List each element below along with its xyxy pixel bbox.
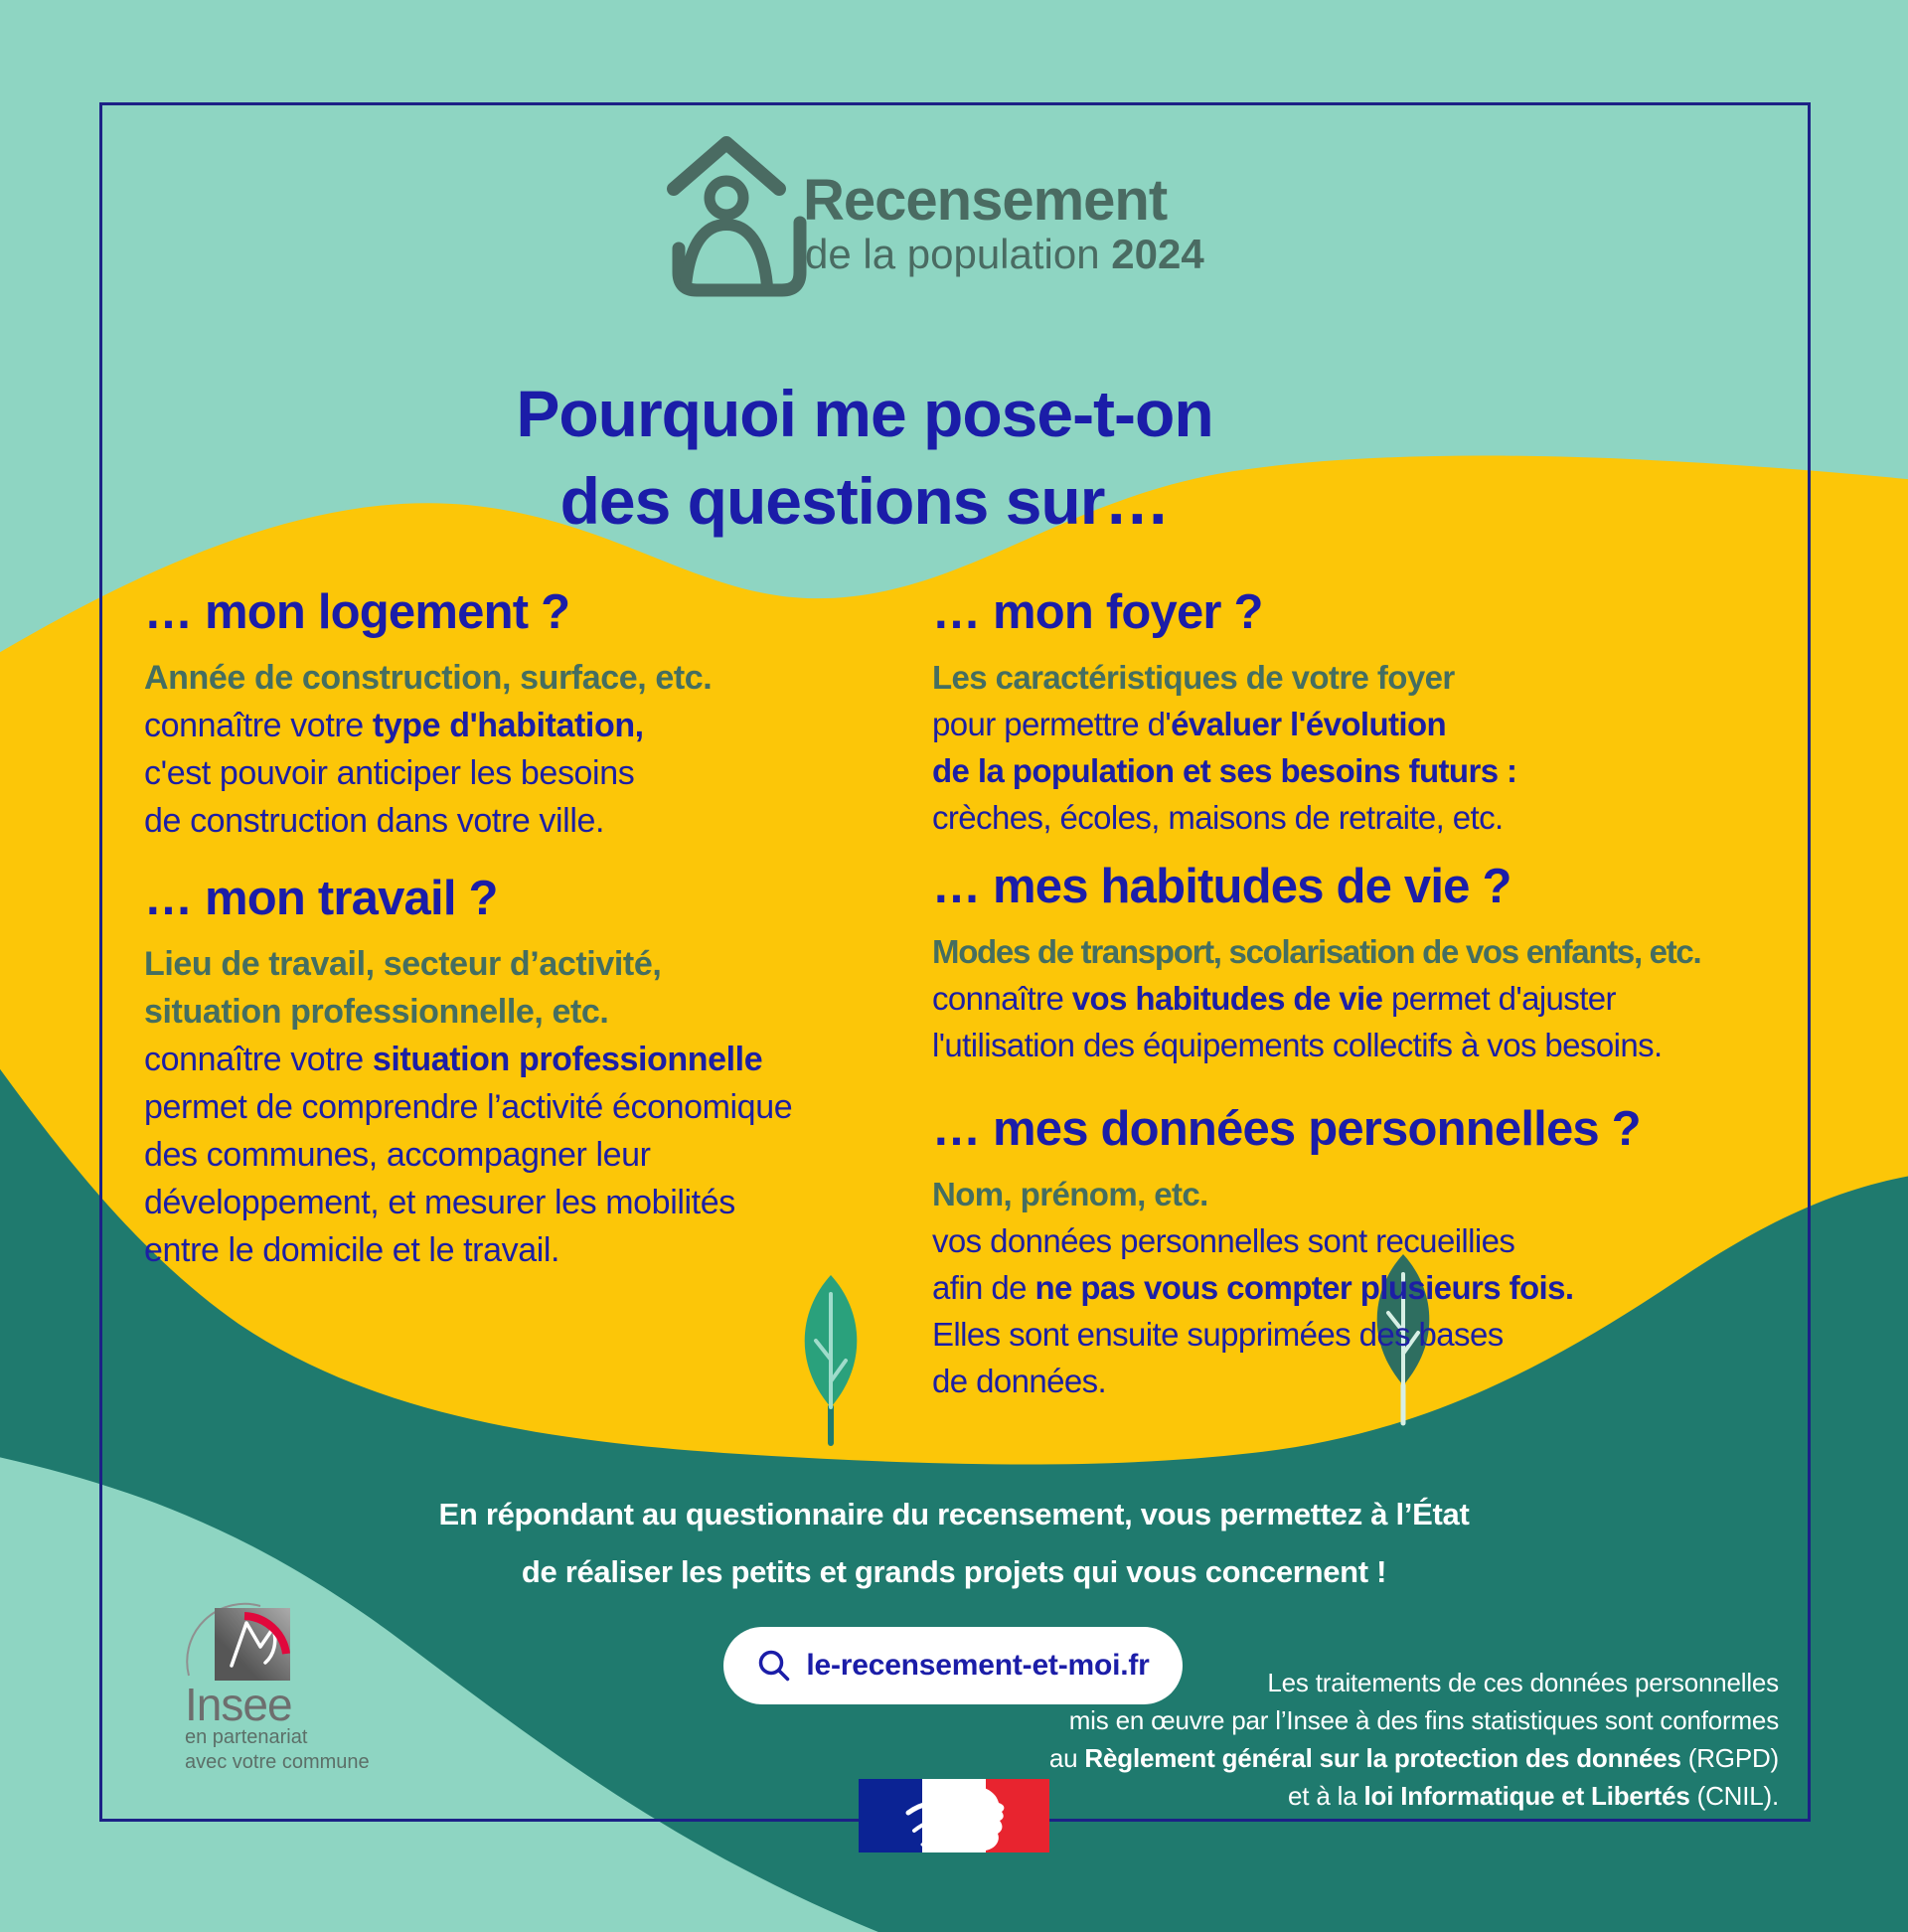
insee-partnership-text (185, 1725, 370, 1775)
search-url: le-recensement-et-moi.fr (806, 1649, 1150, 1682)
house-person-icon (626, 127, 815, 301)
brand-subtitle (805, 231, 1204, 278)
text-line: Les traitements de ces données personnelles (1267, 1668, 1779, 1697)
search-icon (756, 1648, 792, 1684)
text-line: au Règlement général sur la protection des données (RGPD) (1048, 1743, 1779, 1773)
text-line: et à la loi Informatique et Libertés (CNIL). (1288, 1781, 1779, 1811)
text-line: entre le domicile et le travail. (144, 1231, 560, 1269)
text-line: l'utilisation des équipements collectifs à vos besoins. (932, 1027, 1663, 1063)
page-title-line2: des questions sur… (559, 464, 1170, 538)
french-government-logo (859, 1779, 1049, 1852)
text-line: Modes de transport, scolarisation de vos enfants, etc. (932, 933, 1701, 970)
section-travail-lead (144, 940, 792, 1036)
text-line: connaître votre type d'habitation, (144, 707, 644, 744)
section-habitudes-de-vie (932, 859, 1700, 1068)
footer-message (0, 1486, 1908, 1601)
section-logement-body (144, 702, 712, 845)
section-foyer-body (932, 701, 1516, 841)
text-line: Les caractéristiques de votre foyer (932, 659, 1455, 696)
page-title-line1: Pourquoi me pose-t-on (516, 377, 1213, 450)
text-line: situation professionnelle, etc. (144, 993, 609, 1031)
text-line: connaître votre situation professionnelle (144, 1041, 763, 1078)
section-foyer (932, 584, 1516, 841)
text-line: vos données personnelles sont recueillies (932, 1222, 1515, 1259)
text-line: de réaliser les petits et grands projets qui vous concernent ! (521, 1554, 1387, 1589)
text-line: mis en œuvre par l’Insee à des fins statistiques sont conformes (1068, 1705, 1779, 1735)
brand-subtitle-text: de la population (805, 231, 1112, 277)
text-line: de construction dans votre ville. (144, 802, 605, 840)
section-travail (144, 871, 792, 1274)
section-donnees-personnelles (932, 1101, 1641, 1404)
section-foyer-lead (932, 654, 1516, 701)
text-line: Nom, prénom, etc. (932, 1176, 1208, 1212)
text-line: des communes, accompagner leur (144, 1136, 651, 1174)
text-line: Lieu de travail, secteur d’activité, (144, 945, 662, 983)
section-logement-heading: … mon logement ? (144, 585, 570, 639)
section-donnees-lead (932, 1171, 1641, 1217)
page-title (0, 370, 1729, 545)
section-donnees-body (932, 1217, 1641, 1404)
text-line: développement, et mesurer les mobilités (144, 1184, 735, 1221)
section-logement (144, 584, 712, 845)
text-line: En répondant au questionnaire du recensement, vous permettez à l’État (438, 1497, 1470, 1531)
text-line: Année de construction, surface, etc. (144, 659, 713, 697)
text-line: afin de ne pas vous compter plusieurs fois. (932, 1269, 1574, 1306)
text-line: avec votre commune (185, 1751, 370, 1773)
section-habitudes-heading: … mes habitudes de vie ? (932, 860, 1511, 913)
section-foyer-heading: … mon foyer ? (932, 585, 1263, 639)
brand-name: Recensement (803, 168, 1168, 233)
section-habitudes-body (932, 975, 1700, 1068)
text-line: de données. (932, 1363, 1107, 1399)
section-travail-body (144, 1036, 792, 1274)
section-donnees-heading: … mes données personnelles ? (932, 1102, 1641, 1156)
text-line: crèches, écoles, maisons de retraite, etc. (932, 799, 1504, 836)
text-line: permet de comprendre l’activité économique (144, 1088, 793, 1126)
text-line: c'est pouvoir anticiper les besoins (144, 754, 635, 792)
brand-year: 2024 (1111, 231, 1204, 277)
text-line: connaître vos habitudes de vie permet d'ajuster (932, 980, 1616, 1017)
search-pill[interactable] (723, 1627, 1183, 1704)
insee-wordmark: Insee (185, 1679, 292, 1730)
section-travail-heading: … mon travail ? (144, 872, 498, 925)
text-line: Elles sont ensuite supprimées des bases (932, 1316, 1504, 1353)
section-habitudes-lead (932, 928, 1700, 975)
text-line: en partenariat (185, 1726, 308, 1748)
text-line: pour permettre d'évaluer l'évolution (932, 706, 1447, 742)
section-logement-lead (144, 654, 712, 702)
text-line: de la population et ses besoins futurs : (932, 752, 1517, 789)
